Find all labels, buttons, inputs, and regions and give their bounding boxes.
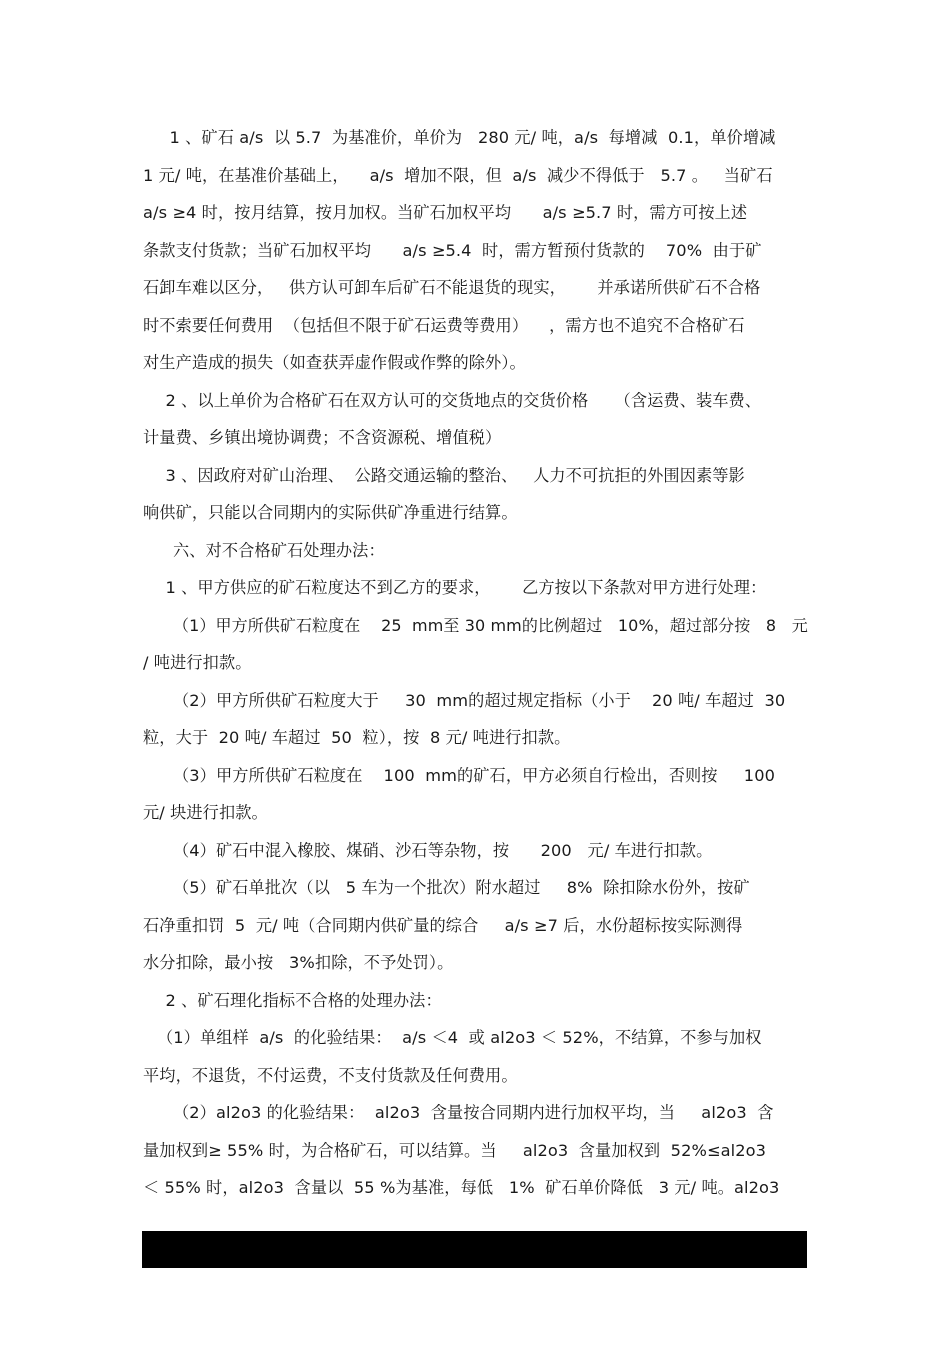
text-line: 响供矿，只能以合同期内的实际供矿净重进行结算。 [143, 503, 518, 522]
text-line: （3）甲方所供矿石粒度在 100 mm的矿石，甲方必须自行检出，否则按 100 [173, 765, 775, 785]
text-line: 1 、矿石 a/s 以 5.7 为基准价，单价为 280 元/ 吨，a/s 每增减 0.1，单价增减 [159, 128, 776, 147]
text-line: 1 元/ 吨，在基准价基础上， a/s 增加不限，但 a/s 减少不得低于 5.7 。 当矿石 [143, 165, 773, 185]
text-line: 计量费、乡镇出境协调费；不含资源税、增值税） [143, 428, 502, 447]
text-line: 2 、以上单价为合格矿石在双方认可的交货地点的交货价格 （含运费、装车费、 [155, 390, 762, 410]
text-line: ＜ 55% 时，al2o3 含量以 55 %为基准，每低 1% 矿石单价降低 3 元/ 吨。al2o3 [143, 1178, 780, 1197]
text-line: 平均，不退货，不付运费，不支付货款及任何费用。 [143, 1065, 518, 1085]
text-line: （2）甲方所供矿石粒度大于 30 mm的超过规定指标（小于 20 吨/ 车超过 30 [173, 690, 786, 710]
text-line: 石净重扣罚 5 元/ 吨（合同期内供矿量的综合 a/s ≥7 后，水份超标按实际测得 [143, 915, 743, 935]
text-line: 对生产造成的损失（如查获弄虚作假或作弊的除外）。 [143, 353, 526, 372]
text-line: （5）矿石单批次（以 5 车为一个批次）附水超过 8% 除扣除水份外，按矿 [173, 878, 750, 897]
document-body [143, 119, 806, 1207]
text-line: a/s ≥4 时，按月结算，按月加权。当矿石加权平均 a/s ≥5.7 时，需方可按上述 [143, 203, 748, 222]
text-line: 3 、因政府对矿山治理、 公路交通运输的整治、 人力不可抗拒的外围因素等影 [155, 465, 745, 485]
text-line: （2）al2o3 的化验结果： al2o3 含量按合同期内进行加权平均，当 al2o3 含 [173, 1103, 774, 1122]
redaction-bar [142, 1231, 807, 1268]
text-line: 条款支付货款；当矿石加权平均 a/s ≥5.4 时，需方暂预付货款的 70% 由于矿 [143, 240, 762, 260]
text-line: 1 、甲方供应的矿石粒度达不到乙方的要求， 乙方按以下条款对甲方进行处理： [155, 578, 767, 597]
text-line: 粒，大于 20 吨/ 车超过 50 粒），按 8 元/ 吨进行扣款。 [143, 728, 571, 747]
text-line: 石卸车难以区分， 供方认可卸车后矿石不能退货的现实， 并承诺所供矿石不合格 [143, 278, 761, 297]
text-line: / 吨进行扣款。 [143, 653, 252, 672]
text-line: 2 、矿石理化指标不合格的处理办法： [155, 990, 442, 1010]
text-line: （4）矿石中混入橡胶、煤硝、沙石等杂物，按 200 元/ 车进行扣款。 [173, 840, 713, 860]
text-line: （1）甲方所供矿石粒度在 25 mm至 30 mm的比例超过 10%，超过部分按 8 元 [173, 615, 808, 635]
text-line: 元/ 块进行扣款。 [143, 803, 268, 822]
text-line: 水分扣除，最小按 3%扣除，不予处罚）。 [143, 953, 454, 972]
text-line: 六、对不合格矿石处理办法： [173, 540, 385, 560]
text-line: 时不索要任何费用 （包括但不限于矿石运费等费用） ，需方也不追究不合格矿石 [143, 315, 745, 335]
text-line: （1）单组样 a/s 的化验结果： a/s ＜4 或 al2o3 ＜ 52%，不结算，不参与加权 [157, 1028, 762, 1047]
text-line: 量加权到≥ 55% 时，为合格矿石，可以结算。当 al2o3 含量加权到 52%≤al2o3 [143, 1140, 767, 1160]
